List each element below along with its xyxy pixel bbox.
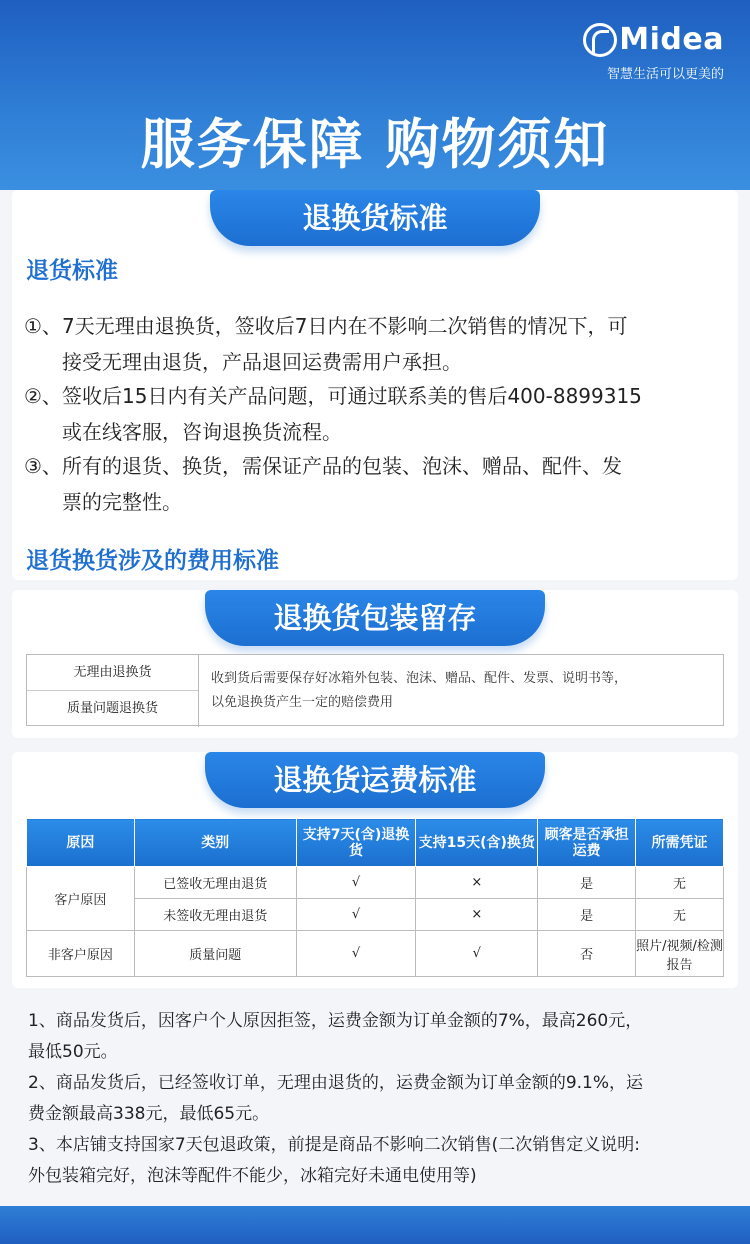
brand-name: Midea: [619, 22, 724, 57]
note-line: 2、商品发货后，已经签收订单，无理由退货的，运费金额为订单金额的9.1%，运: [28, 1073, 644, 1093]
brand-logo: [583, 22, 724, 82]
table-row: [27, 867, 724, 899]
d15-cell: ×: [416, 899, 538, 931]
footer-bar: [0, 1206, 750, 1244]
list-item: ③、所有的退货、换货，需保证产品的包装、泡沫、赠品、配件、发 票的完整性。: [24, 454, 622, 514]
packaging-type: 无理由退换货: [27, 655, 198, 691]
return-standard-card: [12, 190, 738, 580]
d7-cell: √: [296, 931, 416, 977]
note-line: 1、商品发货后，因客户个人原因拒签，运费金额为订单金额的7%，最高260元，: [28, 1011, 643, 1031]
fee-cell: 否: [538, 931, 636, 977]
list-item: ②、签收后15日内有关产品问题，可通过联系美的售后400-8899315 或在线客服，咨询退换货流程。: [24, 384, 642, 444]
reason-cell: 非客户原因: [27, 931, 135, 977]
fee-cell: 是: [538, 867, 636, 899]
column-header: 顾客是否承担运费: [538, 819, 636, 867]
return-standard-banner: 退换货标准: [210, 190, 540, 246]
column-header: 支持7天(含)退换货: [296, 819, 416, 867]
proof-cell: 照片/视频/检测报告: [636, 931, 724, 977]
notes-block: [28, 1006, 728, 1192]
note-line: 最低50元。: [28, 1042, 118, 1062]
fee-cell: 是: [538, 899, 636, 931]
column-header: 原因: [27, 819, 135, 867]
category-cell: 质量问题: [134, 931, 296, 977]
brand-slogan: 智慧生活可以更美的: [606, 66, 724, 82]
column-header: 支持15天(含)换货: [416, 819, 538, 867]
column-header: 所需凭证: [636, 819, 724, 867]
category-cell: 已签收无理由退货: [134, 867, 296, 899]
d15-cell: ×: [416, 867, 538, 899]
shipping-fee-table: [26, 818, 724, 977]
return-standard-heading: 退货标准: [26, 258, 118, 284]
shipping-fee-banner: 退换货运费标准: [205, 752, 545, 808]
d7-cell: √: [296, 867, 416, 899]
proof-cell: 无: [636, 899, 724, 931]
list-item: ①、7天无理由退换货，签收后7日内在不影响二次销售的情况下，可 接受无理由退货，产品退回运费需用户承担。: [24, 314, 628, 374]
header-banner: [0, 0, 750, 190]
table-row: [27, 931, 724, 977]
reason-cell: 客户原因: [27, 867, 135, 931]
table-header-row: [27, 819, 724, 867]
page-title: 服务保障 购物须知: [140, 113, 610, 176]
packaging-type: 质量问题退换货: [66, 701, 158, 716]
packaging-description: 收到货后需要保存好冰箱外包装、泡沫、赠品、配件、发票、说明书等， 以免退换货产生一定的赔偿费用: [211, 671, 628, 710]
category-cell: 未签收无理由退货: [134, 899, 296, 931]
fee-standard-heading: 退货换货涉及的费用标准: [26, 548, 279, 574]
d7-cell: √: [296, 899, 416, 931]
packaging-card: [12, 590, 738, 738]
column-header: 类别: [134, 819, 296, 867]
note-line: 外包装箱完好，泡沫等配件不能少，冰箱完好未通电使用等): [28, 1166, 477, 1186]
packaging-table: [26, 654, 724, 726]
shipping-fee-card: [12, 752, 738, 988]
packaging-banner: 退换货包装留存: [205, 590, 545, 646]
note-line: 费金额最高338元，最低65元。: [28, 1104, 270, 1124]
proof-cell: 无: [636, 867, 724, 899]
midea-logo-icon: [583, 23, 617, 57]
note-line: 3、本店铺支持国家7天包退政策，前提是商品不影响二次销售(二次销售定义说明:: [28, 1135, 640, 1155]
d15-cell: √: [416, 931, 538, 977]
